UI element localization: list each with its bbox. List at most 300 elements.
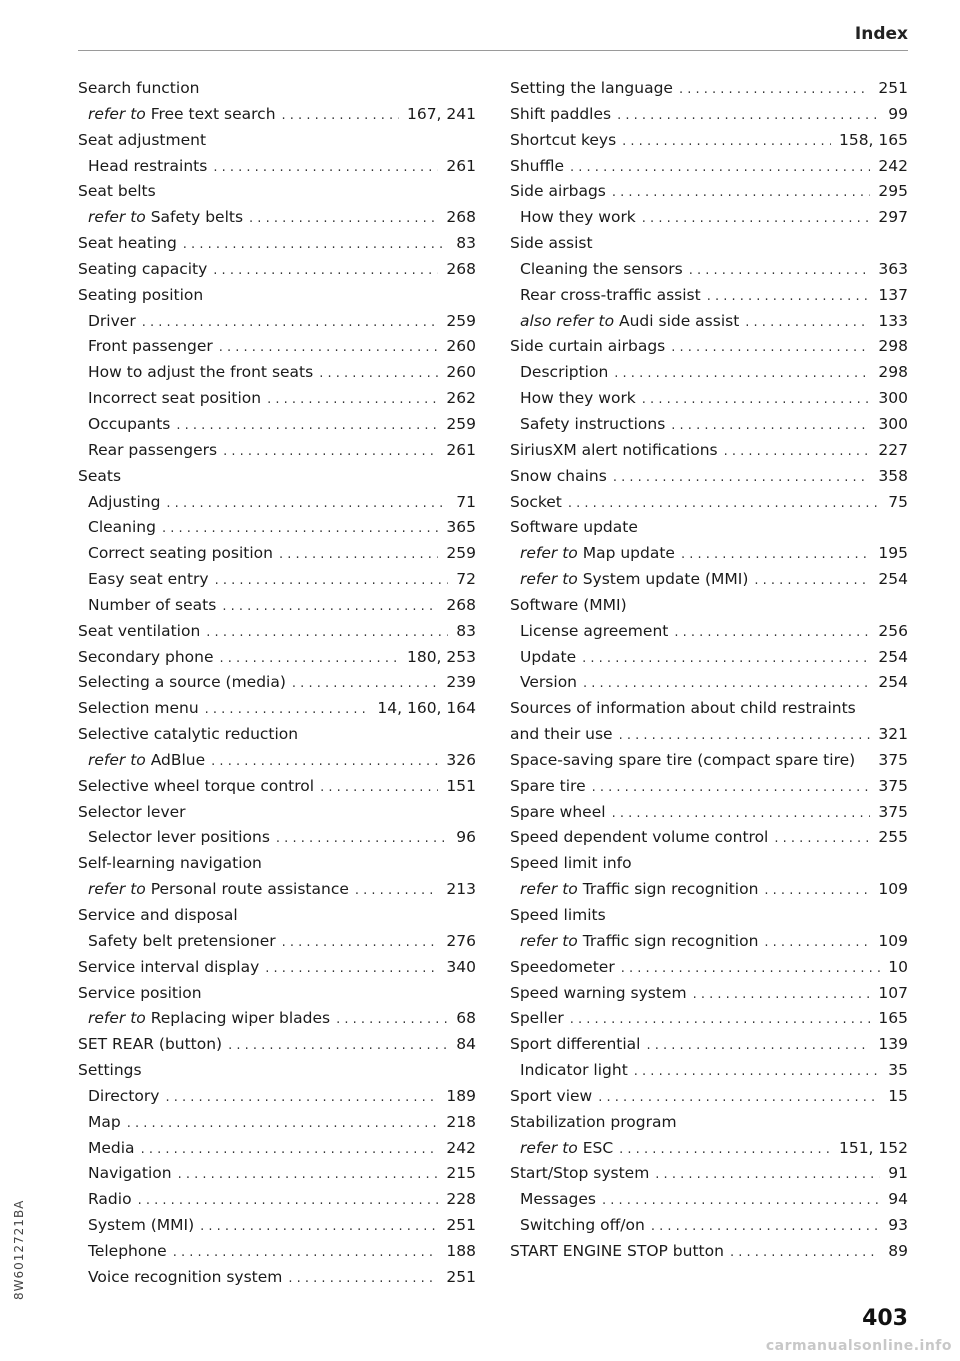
index-entry-label <box>520 929 758 955</box>
index-entry-page: 297 <box>878 208 908 227</box>
index-entry <box>78 438 476 464</box>
index-entry-page: 363 <box>878 259 908 278</box>
cross-reference-prefix: refer to <box>520 880 578 899</box>
index-entry <box>78 670 476 696</box>
index-entry-label <box>510 981 687 1007</box>
cross-reference-prefix: refer to <box>88 208 146 227</box>
dot-leader <box>614 361 870 386</box>
index-entry-text: SiriusXM alert notifications <box>510 440 718 459</box>
index-entry <box>510 128 908 154</box>
index-entry-page: 254 <box>878 673 908 692</box>
dot-leader <box>613 465 871 490</box>
index-entry <box>510 76 908 102</box>
index-entry <box>510 670 908 696</box>
dot-leader <box>206 620 448 645</box>
dot-leader <box>642 206 871 231</box>
index-entry-text: Cleaning the sensors <box>520 259 683 278</box>
index-entry-page: 151, 152 <box>838 1138 908 1157</box>
index-entry-text: Safety belt pretensioner <box>88 931 276 950</box>
dot-leader <box>267 387 438 412</box>
index-entry-page: 107 <box>878 983 908 1002</box>
index-entry-page: 365 <box>446 518 476 537</box>
index-entry-page: 227 <box>878 440 908 459</box>
index-entry-text: Stabilization program <box>510 1112 677 1131</box>
dot-leader <box>612 180 871 205</box>
index-entry-label <box>88 567 209 593</box>
index-entry-label <box>78 128 206 154</box>
dot-leader <box>222 594 438 619</box>
index-entry-page: 83 <box>456 621 476 640</box>
index-entry-page: 93 <box>888 1216 908 1235</box>
index-entry-text: Search function <box>78 79 200 97</box>
dot-leader <box>211 749 438 774</box>
index-entry-page: 158, 165 <box>838 130 908 149</box>
index-entry-page: 89 <box>888 1241 908 1260</box>
index-entry-label <box>78 283 203 309</box>
dot-leader <box>617 103 880 128</box>
dot-leader <box>183 232 448 257</box>
index-entry-text: Safety instructions <box>520 414 666 433</box>
dot-leader <box>200 1214 438 1239</box>
index-entry-label <box>88 412 170 438</box>
index-entry-label <box>510 102 611 128</box>
index-entry <box>78 877 476 903</box>
index-entry-label <box>520 877 758 903</box>
dot-leader <box>602 1188 880 1213</box>
index-entry-label <box>520 1136 613 1162</box>
index-entry-text: Free text search <box>145 104 276 123</box>
index-entry-text: START ENGINE STOP button <box>510 1241 724 1260</box>
dot-leader <box>774 826 870 851</box>
index-entry-page: 133 <box>878 311 908 330</box>
cross-reference-prefix: refer to <box>88 880 146 899</box>
dot-leader <box>219 335 439 360</box>
index-entry-page: 358 <box>878 466 908 485</box>
index-entry-page: 213 <box>446 880 476 899</box>
index-entry-label <box>510 334 665 360</box>
index-entry-label <box>88 1213 194 1239</box>
index-entry-text: Spare wheel <box>510 802 606 821</box>
index-entry-label <box>78 179 156 205</box>
index-entry-label <box>78 696 199 722</box>
dot-leader <box>671 335 870 360</box>
index-entry-text: Selective catalytic reduction <box>78 725 299 744</box>
index-entry-page: 254 <box>878 647 908 666</box>
index-entry-text: AdBlue <box>145 750 206 769</box>
index-entry <box>78 231 476 257</box>
dot-leader <box>674 620 870 645</box>
index-entry-page: 254 <box>878 570 908 589</box>
index-entry-page: 261 <box>446 440 476 459</box>
index-entry-text: Traffic sign recognition <box>577 880 759 899</box>
index-entry-label <box>78 722 298 748</box>
dot-leader <box>642 387 871 412</box>
index-entry-page: 94 <box>888 1190 908 1209</box>
index-entry <box>78 490 476 516</box>
index-entry-label <box>88 1110 121 1136</box>
index-entry-page: 259 <box>446 311 476 330</box>
index-entry-label <box>78 670 286 696</box>
index-entry-label <box>520 567 748 593</box>
index-entry-label <box>88 360 313 386</box>
index-entry <box>510 825 908 851</box>
index-entry-text: Occupants <box>88 414 171 433</box>
index-entry <box>510 645 908 671</box>
index-entry <box>510 800 908 826</box>
index-entry-label <box>520 1058 628 1084</box>
index-entry <box>510 981 908 1007</box>
index-entry-text: Shortcut keys <box>510 130 617 149</box>
dot-leader <box>582 646 870 671</box>
index-entry <box>510 593 908 619</box>
index-entry-text: Safety belts <box>145 208 244 227</box>
index-column-left <box>78 76 476 1291</box>
dot-leader <box>166 491 448 516</box>
index-entry <box>78 1136 476 1162</box>
index-entry-page: 340 <box>446 957 476 976</box>
index-entry <box>510 696 908 722</box>
index-entry <box>78 1006 476 1032</box>
index-entry-text: Seat belts <box>78 182 156 201</box>
dot-leader <box>619 1137 831 1162</box>
index-entry-page: 228 <box>446 1190 476 1209</box>
index-entry <box>510 386 908 412</box>
index-entry <box>78 774 476 800</box>
index-entry-text: Speed dependent volume control <box>510 828 769 847</box>
index-entry-label <box>88 515 156 541</box>
index-entry-page: 326 <box>446 750 476 769</box>
dot-leader <box>276 826 448 851</box>
dot-leader <box>689 258 871 283</box>
index-entry-text: Spare tire <box>510 776 586 795</box>
index-entry-page: 268 <box>446 259 476 278</box>
index-entry-label <box>88 334 213 360</box>
index-entry-label <box>510 1110 677 1136</box>
index-entry-label <box>510 1006 564 1032</box>
index-entry-page: 260 <box>446 337 476 356</box>
index-entry <box>78 1265 476 1291</box>
index-entry-text: Cleaning <box>88 518 156 537</box>
index-entry-text: Selector lever <box>78 802 186 821</box>
index-entry-page: 84 <box>456 1035 476 1054</box>
index-entry-label <box>88 593 216 619</box>
index-entry-label <box>510 1084 592 1110</box>
dot-leader <box>671 413 870 438</box>
dot-leader <box>282 103 399 128</box>
index-entry-page: 298 <box>878 363 908 382</box>
index-entry-page: 259 <box>446 414 476 433</box>
dot-leader <box>619 723 871 748</box>
index-entry-text: Traffic sign recognition <box>577 931 759 950</box>
dot-leader <box>265 956 438 981</box>
index-entry <box>510 851 908 877</box>
index-entry-page: 300 <box>878 414 908 433</box>
dot-leader <box>754 568 870 593</box>
index-entry-label <box>520 205 636 231</box>
index-entry-text: Audi side assist <box>614 311 740 330</box>
index-entry-label <box>510 1161 649 1187</box>
index-entry <box>78 205 476 231</box>
index-entry-text: Number of seats <box>88 595 217 614</box>
dot-leader <box>598 1085 880 1110</box>
dot-leader <box>583 671 870 696</box>
cross-reference-prefix: refer to <box>88 104 146 123</box>
index-entry <box>510 619 908 645</box>
index-entry-label <box>88 1239 167 1265</box>
index-entry-text: Space-saving spare tire (compact spare tire) <box>510 750 856 769</box>
index-entry-page: 251 <box>446 1267 476 1286</box>
index-entry <box>78 309 476 335</box>
index-entry <box>78 955 476 981</box>
index-entry-label <box>520 386 636 412</box>
dot-leader <box>282 930 439 955</box>
index-entry-label <box>510 76 673 102</box>
index-entry <box>78 1187 476 1213</box>
index-entry <box>78 981 476 1007</box>
index-entry-label <box>78 800 186 826</box>
index-entry-page: 15 <box>888 1086 908 1105</box>
cross-reference-prefix: refer to <box>88 1009 146 1028</box>
document-code: 8W6012721BA <box>12 1199 26 1300</box>
index-entry <box>510 1006 908 1032</box>
dot-leader <box>592 775 871 800</box>
index-entry-page: 298 <box>878 337 908 356</box>
index-entry-label <box>88 1161 172 1187</box>
index-entry-page: 137 <box>878 285 908 304</box>
index-entry-text: Seating capacity <box>78 259 208 278</box>
index-entry-label <box>510 179 606 205</box>
dot-leader <box>178 1162 439 1187</box>
index-entry <box>78 1213 476 1239</box>
index-entry-label <box>520 619 668 645</box>
index-entry <box>78 851 476 877</box>
index-entry-page: 75 <box>888 492 908 511</box>
index-entry-page: 261 <box>446 156 476 175</box>
index-entry <box>510 1239 908 1265</box>
index-entry-label <box>88 309 136 335</box>
index-entry-text: Navigation <box>88 1164 172 1183</box>
header-rule <box>78 50 908 51</box>
dot-leader <box>707 284 871 309</box>
dot-leader <box>220 646 399 671</box>
index-entry-text: Incorrect seat position <box>88 389 262 408</box>
index-entry-text: Front passenger <box>88 337 213 356</box>
index-entry-text: Telephone <box>88 1241 167 1260</box>
index-entry-label <box>520 309 739 335</box>
index-entry-text: Service position <box>78 983 202 1002</box>
index-entry-page: 242 <box>878 156 908 175</box>
index-entry-page: 255 <box>878 828 908 847</box>
index-entry-text: How to adjust the front seats <box>88 363 314 382</box>
dot-leader <box>612 801 871 826</box>
index-entry-label <box>78 903 238 929</box>
index-entry-label <box>510 1239 724 1265</box>
index-entry-text: Secondary phone <box>78 647 214 666</box>
index-entry <box>78 257 476 283</box>
index-entry-label <box>520 283 701 309</box>
index-entry-text: Speller <box>510 1009 564 1028</box>
index-entry-label <box>78 955 259 981</box>
index-entry-page: 256 <box>878 621 908 640</box>
dot-leader <box>288 1266 438 1291</box>
index-entry-label <box>88 1136 135 1162</box>
index-entry-label <box>78 231 177 257</box>
index-entry-label <box>510 903 606 929</box>
index-entry <box>510 309 908 335</box>
index-entry-page: 321 <box>878 725 908 744</box>
index-entry-text: System update (MMI) <box>577 570 749 589</box>
cross-reference-prefix: refer to <box>520 544 578 563</box>
index-entry <box>78 1084 476 1110</box>
index-entry-label <box>88 929 276 955</box>
index-entry-page: 68 <box>456 1009 476 1028</box>
index-entry <box>510 955 908 981</box>
index-entry <box>78 619 476 645</box>
index-entry <box>78 360 476 386</box>
index-entry-text: Media <box>88 1138 135 1157</box>
index-entry <box>78 412 476 438</box>
index-entry-label <box>88 825 270 851</box>
index-entry <box>78 1032 476 1058</box>
index-entry-text: Voice recognition system <box>88 1267 283 1286</box>
dot-leader <box>745 310 870 335</box>
index-entry-label <box>510 231 593 257</box>
index-entry-text: Seat heating <box>78 234 177 253</box>
index-entry-page: 242 <box>446 1138 476 1157</box>
index-entry-label <box>520 360 608 386</box>
index-entry-label <box>510 748 855 774</box>
index-entry-text: Socket <box>510 492 562 511</box>
index-entry-text: Rear passengers <box>88 440 218 459</box>
index-entry <box>510 205 908 231</box>
dot-leader <box>228 1033 448 1058</box>
index-entry-text: Sources of information about child restraints <box>510 699 856 718</box>
index-entry <box>510 774 908 800</box>
index-entry-text: Directory <box>88 1086 160 1105</box>
dot-leader <box>730 1240 880 1265</box>
dot-leader <box>138 1188 439 1213</box>
dot-leader <box>141 1137 439 1162</box>
dot-leader <box>621 956 881 981</box>
index-entry <box>510 154 908 180</box>
index-entry <box>78 76 476 102</box>
index-entry <box>510 748 908 774</box>
index-entry-label <box>520 412 665 438</box>
index-entry <box>78 645 476 671</box>
index-entry <box>510 1136 908 1162</box>
index-entry-page: 10 <box>888 957 908 976</box>
index-entry-page: 268 <box>446 208 476 227</box>
index-entry <box>510 1084 908 1110</box>
index-entry-text: SET REAR (button) <box>78 1035 223 1054</box>
index-entry-label <box>88 877 349 903</box>
index-entry-text: Version <box>520 673 577 692</box>
index-entry <box>510 515 908 541</box>
index-entry-text: Map update <box>577 544 675 563</box>
index-entry-label <box>78 464 121 490</box>
index-entry-text: Adjusting <box>88 492 161 511</box>
index-entry <box>510 929 908 955</box>
index-entry-text: Shift paddles <box>510 104 612 123</box>
index-entry <box>78 541 476 567</box>
index-entry-text: Speed limits <box>510 906 606 924</box>
index-entry-page: 165 <box>878 1009 908 1028</box>
index-entry-text: System (MMI) <box>88 1216 195 1235</box>
dot-leader <box>292 671 438 696</box>
cross-reference-prefix: also refer to <box>520 311 615 330</box>
index-entry-label <box>88 438 217 464</box>
index-entry-text: ESC <box>577 1138 614 1157</box>
index-entry <box>78 567 476 593</box>
index-entry <box>78 929 476 955</box>
index-entry <box>78 464 476 490</box>
index-entry <box>510 490 908 516</box>
index-entry-label <box>510 800 606 826</box>
index-entry-label <box>78 774 314 800</box>
index-entry-page: 239 <box>446 673 476 692</box>
index-entry-text: Radio <box>88 1190 132 1209</box>
index-entry-text: How they work <box>520 389 636 408</box>
dot-leader <box>764 930 870 955</box>
index-entry-label <box>78 76 200 102</box>
index-entry-label <box>88 102 276 128</box>
index-entry-label <box>88 1006 330 1032</box>
index-entry <box>510 903 908 929</box>
dot-leader <box>279 542 438 567</box>
index-entry-label <box>510 1032 640 1058</box>
index-entry-label <box>78 645 214 671</box>
index-entry-page: 215 <box>446 1164 476 1183</box>
index-entry-text: Replacing wiper blades <box>145 1009 331 1028</box>
index-entry-label <box>88 541 273 567</box>
index-entry-page: 72 <box>456 570 476 589</box>
index-entry <box>510 541 908 567</box>
cross-reference-prefix: refer to <box>88 750 146 769</box>
index-entry <box>510 257 908 283</box>
index-entry-label <box>88 205 243 231</box>
dot-leader <box>651 1214 880 1239</box>
dot-leader <box>568 491 880 516</box>
index-entry-text: Driver <box>88 311 136 330</box>
index-entry <box>510 1213 908 1239</box>
index-entry-text: Side airbags <box>510 182 606 201</box>
dot-leader <box>165 1085 438 1110</box>
dot-leader <box>223 439 438 464</box>
index-entry-text: License agreement <box>520 621 669 640</box>
dot-leader <box>127 1111 439 1136</box>
index-entry-label <box>510 464 607 490</box>
dot-leader <box>162 516 438 541</box>
index-entry-label <box>78 1032 222 1058</box>
index-entry <box>510 1058 908 1084</box>
index-entry-page: 167, 241 <box>406 104 476 123</box>
index-entry-text: Start/Stop system <box>510 1164 650 1183</box>
index-entry-text: Service and disposal <box>78 906 238 924</box>
watermark: carmanualsonline.info <box>765 1338 952 1354</box>
index-entry <box>78 283 476 309</box>
index-entry-label <box>510 722 613 748</box>
index-entry-label <box>88 386 261 412</box>
index-entry-label <box>510 825 768 851</box>
index-entry-label <box>520 670 577 696</box>
index-entry-text: Seats <box>78 466 122 485</box>
dot-leader <box>724 439 871 464</box>
index-entry-label <box>510 774 586 800</box>
index-entry-page: 109 <box>878 931 908 950</box>
index-entry-label <box>510 593 627 619</box>
index-entry <box>510 102 908 128</box>
dot-leader <box>249 206 438 231</box>
